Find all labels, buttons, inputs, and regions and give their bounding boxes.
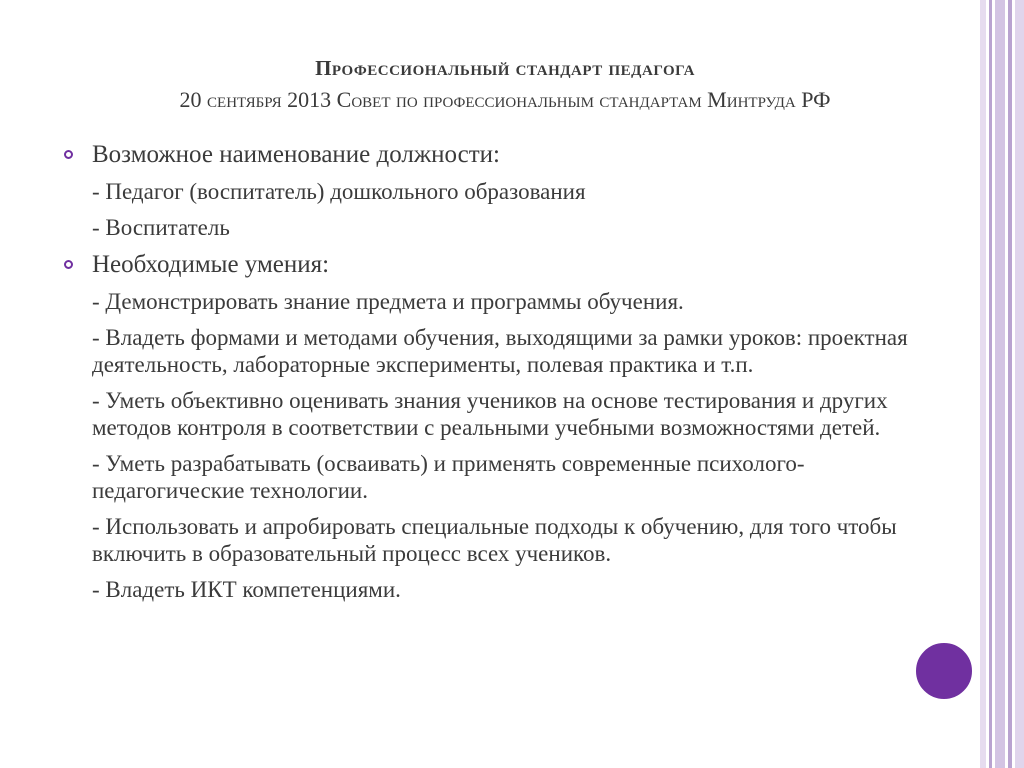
decorative-side-stripes <box>980 0 1024 768</box>
ring-bullet-icon <box>64 260 73 269</box>
stripe <box>1015 0 1024 768</box>
stripe <box>980 0 986 768</box>
title-subtitle: 20 сентября 2013 Совет по профессиональным стандартам Минтруда РФ <box>179 87 831 112</box>
list-item: - Уметь объективно оценивать знания учеников на основе тестирования и других методов контроля в соответствии с реальными учебными возможностями детей. <box>92 388 888 440</box>
stripe <box>1008 0 1012 768</box>
ring-bullet-icon <box>64 150 73 159</box>
list-item: - Владеть ИКТ компетенциями. <box>92 577 401 602</box>
list-item: - Демонстрировать знание предмета и программы обучения. <box>92 289 684 314</box>
slide-content <box>60 140 940 612</box>
list-item: - Использовать и апробировать специальные подходы к обучению, для того чтобы включить в образовательный процесс всех учеников. <box>92 514 897 566</box>
decorative-purple-circle <box>913 640 975 702</box>
list-item: - Педагог (воспитатель) дошкольного образования <box>92 179 586 204</box>
list-item: - Владеть формами и методами обучения, выходящими за рамки уроков: проектная деятельность, лабораторные эксперименты, полевая практика и т.п. <box>92 325 908 377</box>
slide-title <box>60 52 950 116</box>
bullet-heading: Возможное наименование должности: <box>92 141 501 168</box>
stripe <box>995 0 1005 768</box>
title-main: Профессиональный стандарт педагога <box>315 56 695 80</box>
list-item: - Уметь разрабатывать (осваивать) и применять современные психолого-педагогические технологии. <box>92 451 805 503</box>
list-item: - Воспитатель <box>92 215 230 240</box>
bullet-position-title <box>60 140 940 170</box>
bullet-required-skills <box>60 250 940 280</box>
bullet-heading: Необходимые умения: <box>92 251 330 278</box>
stripe <box>989 0 992 768</box>
